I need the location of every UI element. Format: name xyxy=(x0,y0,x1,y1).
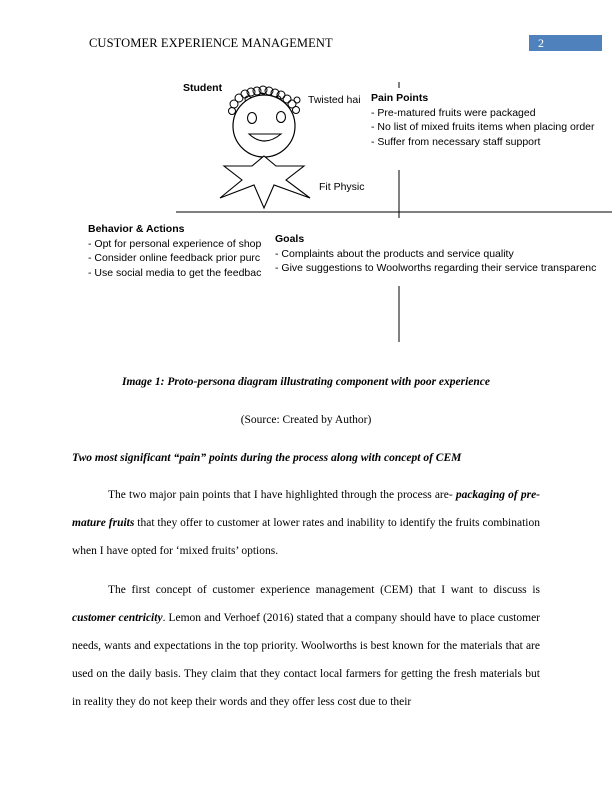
paragraph-text: . Lemon and Verhoef (2016) stated that a company should have to place customer needs, wants and expectations in the top priority. Woolworths is best known for the materials that are used on the daily basis. They claim that they contact local farmers for getting the fresh materials but in reality they do not keep their words and they offer less cost due to their xyxy=(72,612,541,708)
behavior-item: - Opt for personal experience of shop xyxy=(88,237,262,250)
star-body-icon xyxy=(220,156,310,208)
running-header: CUSTOMER EXPERIENCE MANAGEMENT xyxy=(89,36,333,50)
goals-box xyxy=(275,232,612,276)
goals-title: Goals xyxy=(275,233,305,245)
behavior-item: - Use social media to get the feedbac xyxy=(88,266,262,279)
figure-caption: Image 1: Proto-persona diagram illustrating component with poor experience xyxy=(121,376,491,388)
paragraph-text: The first concept of customer experience management (CEM) that I want to discuss is xyxy=(108,584,540,596)
emphasis-text: customer centricity xyxy=(72,612,163,624)
persona-student-label: Student xyxy=(183,82,223,94)
persona-hair-label: Twisted hai xyxy=(308,94,361,106)
page-number: 2 xyxy=(529,35,602,51)
paragraph-text: that they offer to customer at lower rates and inability to identify the fruits combination when I have opted for ‘mixed fruits’ options. xyxy=(72,517,541,557)
pain-point-item: - Suffer from necessary staff support xyxy=(371,135,541,148)
pain-points-title: Pain Points xyxy=(371,92,429,104)
goal-item: - Give suggestions to Woolworths regarding their service transparenc xyxy=(275,262,597,274)
body-paragraph-1 xyxy=(72,481,540,565)
figure-source: (Source: Created by Author) xyxy=(240,414,372,426)
pain-point-item: - No list of mixed fruits items when placing order xyxy=(371,121,595,133)
smiley-face-icon xyxy=(233,95,295,157)
pain-point-item: - Pre-matured fruits were packaged xyxy=(371,106,536,119)
persona-figure-drawing xyxy=(0,0,612,360)
persona-physique-label: Fit Physic xyxy=(319,181,365,193)
body-paragraph-2 xyxy=(72,576,540,716)
behavior-title: Behavior & Actions xyxy=(88,223,185,235)
behavior-box xyxy=(88,222,268,280)
emphasis-text: packaging of pre-mature fruits xyxy=(72,489,541,529)
pain-points-box xyxy=(371,91,612,149)
section-heading: Two most significant “pain” points during the process along with concept of CEM xyxy=(72,452,462,464)
goal-item: - Complaints about the products and service quality xyxy=(275,247,514,260)
paragraph-text: The two major pain points that I have highlighted through the process are- xyxy=(108,489,456,501)
behavior-item: - Consider online feedback prior purc xyxy=(88,252,261,264)
